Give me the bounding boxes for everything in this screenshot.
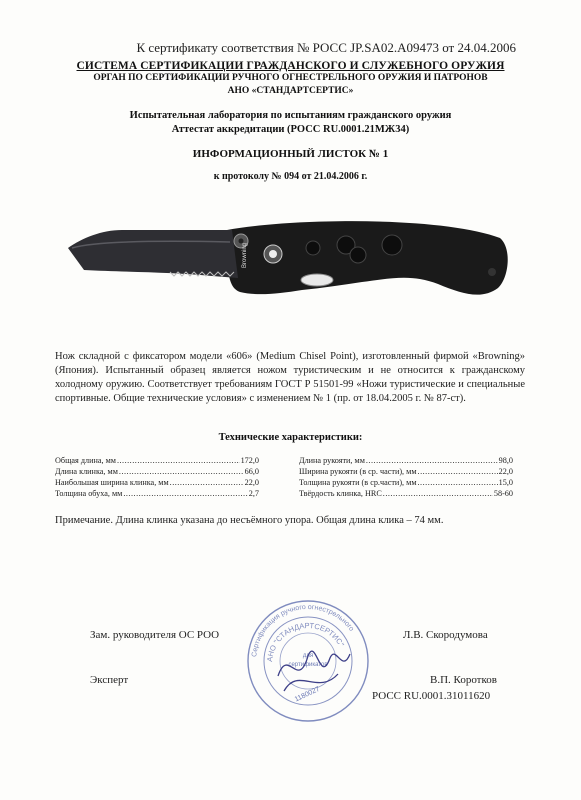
system-title: СИСТЕМА СЕРТИФИКАЦИИ ГРАЖДАНСКОГО И СЛУЖЕБНОГО ОРУЖИЯ [76,60,505,72]
laboratory-name: Испытательная лаборатория по испытаниям гражданского оружия [129,110,452,121]
specs-title: Технические характеристики: [218,432,363,443]
spec-label: Общая длина, мм [55,456,116,465]
organization-name: АНО «СТАНДАРТСЕРТИС» [227,86,354,96]
signatory-title-2: Эксперт [90,674,129,686]
spec-label: Толщина обуха, мм [55,489,123,498]
spec-row [55,477,259,488]
spec-label: Толщина рукояти (в ср.части), мм [299,478,417,487]
signatory-name-1: Л.В. Скородумова [403,629,488,641]
spec-row [299,455,513,466]
note: Примечание. Длина клинка указана до несъёмного упора. Общая длина клика – 74 мм. [55,515,444,526]
spec-value: 98,0 [498,456,513,465]
spec-label: Наибольшая ширина клинка, мм [55,478,169,487]
spec-value: 22,0 [498,467,513,476]
spec-value: 15,0 [498,478,513,487]
spec-row [299,488,513,499]
signatory-name-2: В.П. Коротков [430,674,497,686]
spec-value: 22,0 [244,478,259,487]
spec-value: 2,7 [248,489,259,498]
spec-row [55,466,259,477]
spec-label: Ширина рукояти (в ср. части), мм [299,467,417,476]
spec-value: 172,0 [240,456,259,465]
official-stamp [238,596,378,726]
grip-circle [306,241,320,255]
grip-circle [350,247,366,263]
protocol-reference: к протоколу № 094 от 21.04.2006 г. [213,171,368,182]
stamp-number: 1180027 [293,685,321,704]
certification-organ: ОРГАН ПО СЕРТИФИКАЦИИ РУЧНОГО ОГНЕСТРЕЛЬНОГО ОРУЖИЯ И ПАТРОНОВ [93,73,488,83]
spec-row [55,488,259,499]
spec-row [299,477,513,488]
signature-scribble [278,651,350,691]
spec-label: Твёрдость клинка, HRC [299,489,382,498]
document-title: ИНФОРМАЦИОННЫЙ ЛИСТОК № 1 [192,148,389,160]
stamp-outer-text: Сертификация ручного огнестрельного [251,603,355,658]
certificate-reference: К сертификату соответствия № РОСС JP.SA02.A09473 от 24.04.2006 [136,40,516,55]
stamp-inner-2: сертификатов [288,662,328,668]
signatory-title-1: Зам. руководителя ОС РОО [90,629,220,641]
spec-label: Длина клинка, мм [55,467,118,476]
spec-row [299,466,513,477]
brand-engraving: Browning [242,242,248,268]
knife-blade [68,230,238,278]
spec-label: Длина рукояти, мм [299,456,365,465]
stamp-org-text: АНО "СТАНДАРТСЕРТИС" [265,620,346,663]
lanyard-hole [488,268,496,276]
lock-cutout [301,274,333,286]
spec-value: 66,0 [244,467,259,476]
product-description: Нож складной с фиксатором модели «606» (Medium Chisel Point), изготовленный фирмой «Browning» (Япония). Испытанный образец является ножом туристическим и не относится к гражданскому холодному оружию. Соответствует требованиям ГОСТ Р 51501-99 «Ножи туристические и специальные спортивные. Общие технические условия» с изменением № 1 (пр. от 18.04.2005 г. № 87-ст). [55,351,525,404]
spec-value: 58-60 [493,489,513,498]
specs-right-column [299,455,513,499]
specs-left-column [55,455,259,499]
expert-registration-number: РОСС RU.0001.31011620 [372,690,491,702]
grip-circle [382,235,402,255]
spec-row [55,455,259,466]
knife-photo [62,208,514,308]
accreditation-line: Аттестат аккредитации (РОСС RU.0001.21МЖ34) [171,124,410,135]
stamp-inner-1: для [302,653,314,659]
